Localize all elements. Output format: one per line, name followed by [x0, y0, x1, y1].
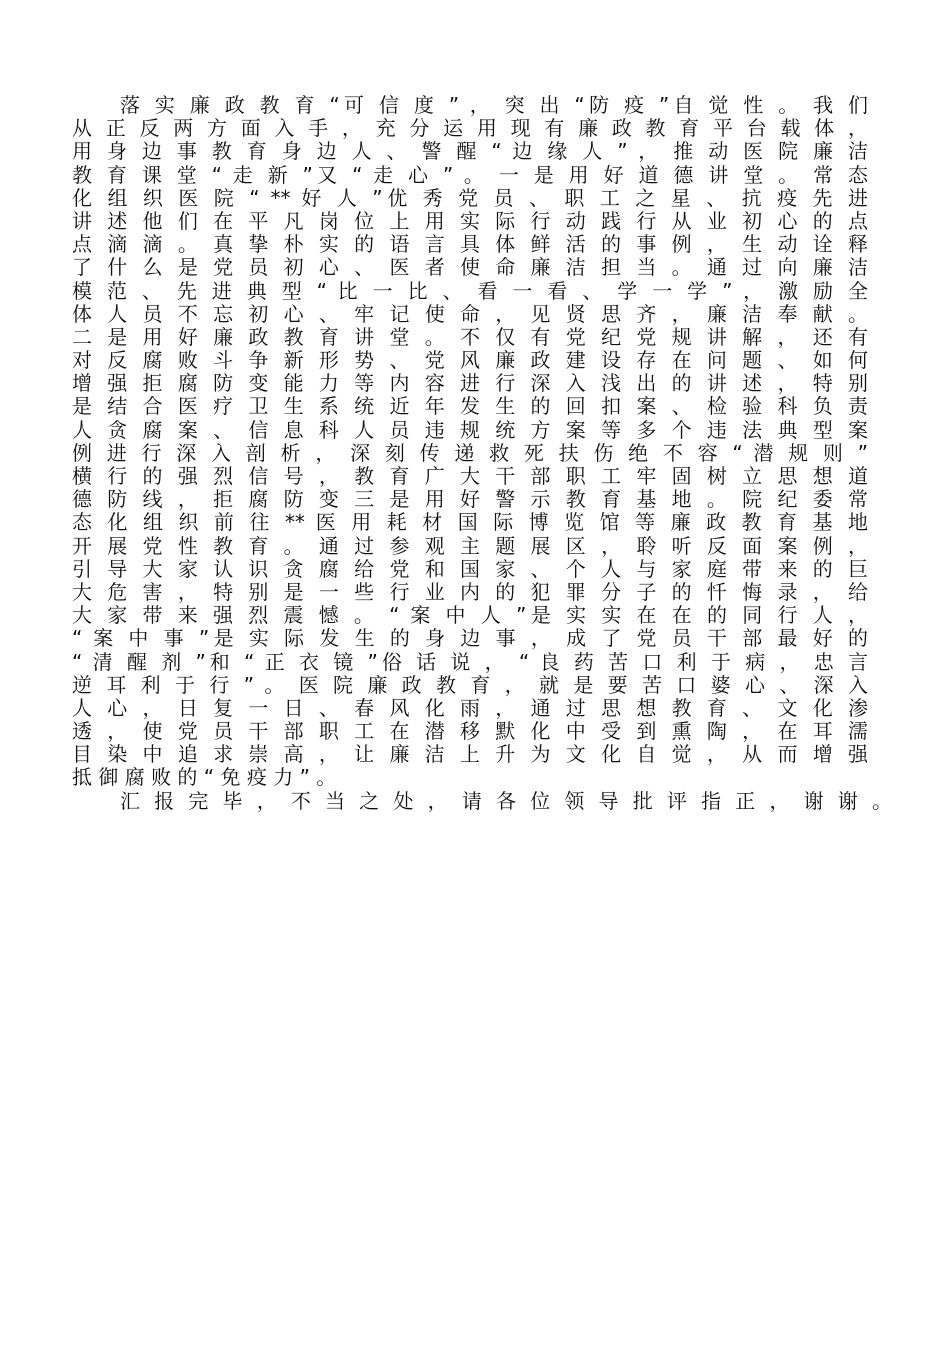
text-line: 态 化 组 织 前 往 ** 医 用 耗 材 国 际 博 览 馆 等 廉 政 教 育 基 地	[72, 510, 868, 535]
text-line: 德 防 线 ， 拒 腐 防 变 三 是 用 好 警 示 教 育 基 地 。 院 纪 委 常	[72, 487, 868, 512]
text-line: 体 人 员 不 忘 初 心 、 牢 记 使 命 ， 见 贤 思 齐 ， 廉 洁 奉 献 。	[72, 301, 868, 326]
text-line: “ 清 醒 剂 ”和 “ 正 衣 镜 ”俗 话 说 ， “ 良 药 苦 口 利 于 病 ， 忠 言	[72, 649, 868, 674]
text-line: 了 什 么 是 党 员 初 心 、 医 者 使 命 廉 洁 担 当 。 通 过 向 廉 洁	[72, 255, 868, 280]
text-line: 引 导 大 家 认 识 贪 腐 给 党 和 国 家 、 个 人 与 家 庭 带 来 的 巨	[72, 556, 868, 581]
text-line: 目 染 中 追 求 崇 高 ， 让 廉 洁 上 升 为 文 化 自 觉 ， 从 而 增 强	[72, 742, 868, 767]
text-line: 点 滴 滴 。 真 挚 朴 实 的 语 言 具 体 鲜 活 的 事 例 ， 生 动 诠 释	[72, 232, 868, 257]
text-line: 教 育 课 堂 “ 走 新 ”又 “ 走 心 ” 。 一 是 用 好 道 德 讲 堂 。 常 态	[72, 162, 868, 187]
text-line: 从 正 反 两 方 面 入 手 ， 充 分 运 用 现 有 廉 政 教 育 平 台 载 体 ，	[72, 116, 868, 141]
text-line: 开 展 党 性 教 育 。 通 过 参 观 主 题 展 区 ， 聆 听 反 面 案 例 ，	[72, 533, 868, 558]
text-line: 逆 耳 利 于 行 ” 。 医 院 廉 政 教 育 ， 就 是 要 苦 口 婆 心 、 深 入	[72, 672, 868, 697]
text-line: 抵 御 腐 败 的 “ 免 疫 力 ” 。	[72, 765, 337, 790]
text-line: “ 案 中 事 ”是 实 际 发 生 的 身 边 事 ， 成 了 党 员 干 部 最 好 的	[72, 626, 868, 651]
text-line: 横 行 的 强 烈 信 号 ， 教 育 广 大 干 部 职 工 牢 固 树 立 思 想 道	[72, 464, 868, 488]
text-line: 人 贪 腐 案 、 信 息 科 人 员 违 规 统 方 案 等 多 个 违 法 典 型 案	[72, 417, 868, 442]
text-line: 用 身 边 事 教 育 身 边 人 、 警 醒 “ 边 缘 人 ” ， 推 动 医 院 廉 洁	[72, 139, 868, 164]
closing-remark: 汇 报 完 毕 ， 不 当 之 处 ， 请 各 位 领 导 批 评 指 正 ， 谢 谢 。	[120, 789, 892, 813]
text-line: 增 强 拒 腐 防 变 能 力 等 内 容 进 行 深 入 浅 出 的 讲 述 ， 特 别	[72, 371, 868, 396]
text-line: 大 危 害 ， 特 别 是 一 些 行 业 内 的 犯 罪 分 子 的 忏 悔 录 ， 给	[72, 579, 868, 604]
text-line: 讲 述 他 们 在 平 凡 岗 位 上 用 实 际 行 动 践 行 从 业 初 心 的 点	[72, 208, 868, 233]
text-line: 化 组 织 医 院 “ ** 好 人 ”优 秀 党 员 、 职 工 之 星 、 抗 疫 先 进	[72, 185, 868, 210]
text-line: 是 结 合 医 疗 卫 生 系 统 近 年 发 生 的 回 扣 案 、 检 验 科 负 责	[72, 394, 868, 419]
text-line: 模 范 、 先 进 典 型 “ 比 一 比 、 看 一 看 、 学 一 学 ” ， 激 励 全	[72, 278, 868, 303]
text-line: 大 家 带 来 强 烈 震 憾 。 “ 案 中 人 ”是 实 实 在 在 的 同 行 人 ，	[72, 603, 868, 628]
text-line: 二 是 用 好 廉 政 教 育 讲 堂 。 不 仅 有 党 纪 党 规 讲 解 ， 还 有	[72, 324, 868, 349]
body-paragraph	[72, 94, 868, 790]
text-line: 对 反 腐 败 斗 争 新 形 势 、 党 风 廉 政 建 设 存 在 问 题 、 如 何	[72, 348, 868, 373]
text-line: 透 ， 使 党 员 干 部 职 工 在 潜 移 默 化 中 受 到 熏 陶 ， 在 耳 濡	[72, 719, 868, 744]
text-line: 落 实 廉 政 教 育 “可 信 度 ” ， 突 出 “防 疫 ”自 觉 性 。 我 们	[120, 93, 868, 117]
text-line: 例 进 行 深 入 剖 析 ， 深 刻 传 递 救 死 扶 伤 绝 不 容 “ 潜 规 则 ”	[72, 440, 868, 465]
text-line: 人 心 ， 日 复 一 日 、 春 风 化 雨 ， 通 过 思 想 教 育 、 文 化 渗	[72, 695, 868, 720]
